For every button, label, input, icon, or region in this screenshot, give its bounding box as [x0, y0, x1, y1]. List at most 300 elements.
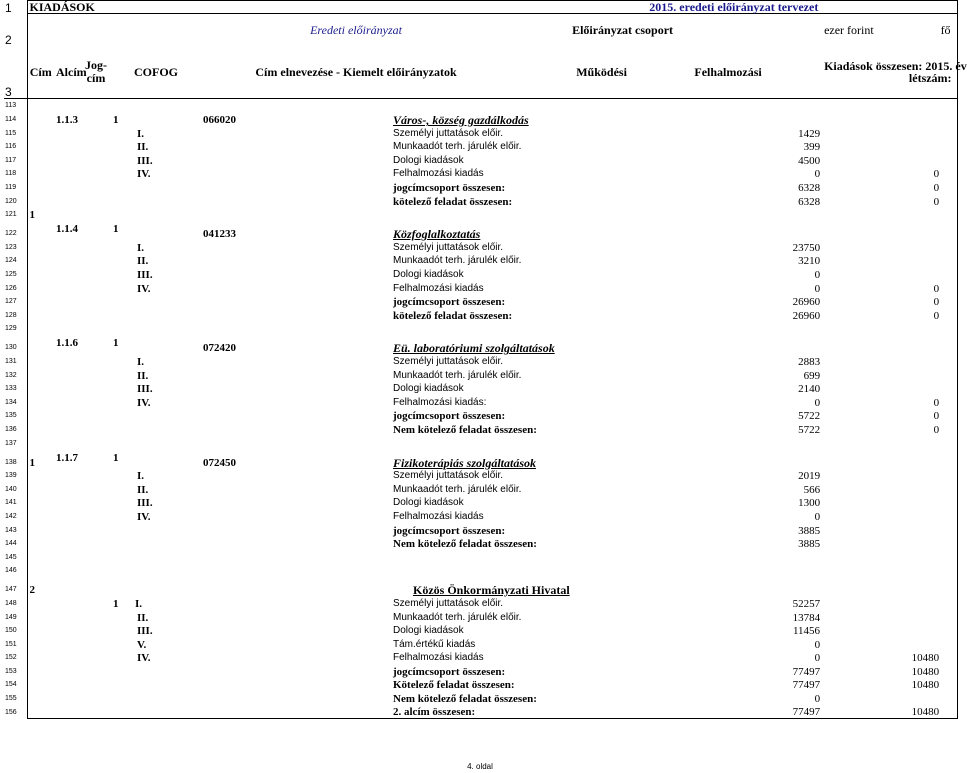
- felhalmozasi-value: [822, 153, 957, 167]
- table-row: [4, 409, 957, 423]
- jogcim-cell: [111, 99, 201, 113]
- title-name: Nem kötelező feladat összesen:: [393, 693, 537, 706]
- mukodesi-value: 2883: [798, 356, 821, 368]
- jogcim-cell: [111, 564, 201, 578]
- cim-cell: [27, 624, 54, 638]
- jogcim-cell: [111, 550, 201, 564]
- column-header-jogcim-1: Jog-: [85, 57, 107, 72]
- alcim-cell: [54, 295, 111, 309]
- title-name: [391, 99, 634, 113]
- title-name: Kötelező feladat összesen:: [393, 679, 515, 692]
- felhalmozasi-value: [822, 523, 957, 537]
- title-name: Tám.értékű kiadás: [393, 638, 476, 650]
- page-footer: 4. oldal: [467, 762, 493, 771]
- cofog-code: [201, 691, 391, 705]
- cim-cell: [27, 254, 54, 268]
- table-row: [4, 295, 957, 309]
- cofog-code: 066020: [203, 114, 236, 127]
- cofog-code: [201, 537, 391, 551]
- row-number: 136: [4, 422, 27, 436]
- title-name: Város-, község gazdálkodás: [393, 113, 529, 128]
- felhalmozasi-value: [822, 140, 957, 154]
- alcim-cell: [54, 537, 111, 551]
- appropriation-code: V.: [137, 638, 147, 651]
- jogcim-cell: 1: [113, 451, 119, 464]
- mukodesi-value: 3885: [798, 524, 821, 537]
- title-name: Felhalmozási kiadás: [393, 168, 484, 180]
- title-name: [391, 550, 634, 564]
- column-header-letszam: létszám:: [908, 70, 952, 85]
- cofog-code: [201, 240, 391, 254]
- mukodesi-value: [634, 564, 822, 578]
- cofog-code: [201, 267, 391, 281]
- alcim-cell: [54, 194, 111, 208]
- column-header-felhalmozasi: Felhalmozási: [634, 46, 822, 99]
- title-name: Személyi juttatások előir.: [393, 597, 504, 609]
- cofog-code: [201, 409, 391, 423]
- appropriation-code: IV.: [137, 652, 151, 665]
- column-header-mukodesi: Működési: [511, 46, 634, 99]
- felhalmozasi-value: 10480: [911, 652, 940, 665]
- table-row: [4, 496, 957, 510]
- cim-cell: [27, 112, 54, 126]
- table-row: [4, 422, 957, 436]
- jogcim-cell: [111, 295, 201, 309]
- cim-cell: [27, 167, 54, 181]
- mukodesi-value: 3885: [798, 538, 821, 551]
- felhalmozasi-value: [822, 496, 957, 510]
- row-number: 130: [4, 335, 27, 354]
- felhalmozasi-value: [822, 637, 957, 651]
- alcim-cell: 1.1.3: [56, 114, 78, 127]
- cofog-code: [201, 99, 391, 113]
- cim-cell: [27, 537, 54, 551]
- felhalmozasi-value: [822, 577, 957, 596]
- sheet-title: KIADÁSOK: [27, 1, 511, 14]
- cim-cell: [27, 240, 54, 254]
- alcim-cell: [54, 664, 111, 678]
- cim-cell: [27, 409, 54, 423]
- cim-cell: 2: [27, 577, 54, 596]
- title-name: Munkaadót terh. járulék előir.: [393, 483, 522, 495]
- row-number: 128: [4, 308, 27, 322]
- row-number: 116: [4, 140, 27, 154]
- jogcim-cell: [111, 322, 201, 336]
- cofog-code: [201, 254, 391, 268]
- column-header-jogcim-2: cím: [86, 70, 106, 85]
- cim-cell: [27, 637, 54, 651]
- cofog-code: [201, 295, 391, 309]
- table-body: [4, 99, 957, 719]
- alcim-cell: [54, 382, 111, 396]
- title-name: Dologi kiadások: [393, 625, 464, 637]
- row-number: 123: [4, 240, 27, 254]
- row-number: 126: [4, 281, 27, 295]
- row-number: 113: [4, 99, 27, 113]
- row-number: 131: [4, 354, 27, 368]
- alcim-cell: [54, 422, 111, 436]
- appropriation-code: I.: [137, 470, 145, 483]
- table-row: [4, 112, 957, 126]
- felhalmozasi-value: [822, 624, 957, 638]
- title-name: Felhalmozási kiadás:: [393, 396, 487, 408]
- cofog-code: [201, 281, 391, 295]
- mukodesi-value: 11456: [792, 625, 821, 638]
- mukodesi-value: 6328: [798, 195, 821, 208]
- cim-cell: [27, 550, 54, 564]
- cofog-code: [201, 422, 391, 436]
- cim-cell: [27, 382, 54, 396]
- cofog-code: [201, 167, 391, 181]
- title-name: Személyi juttatások előir.: [393, 356, 504, 367]
- column-header-name: Cím elnevezése - Kiemelt előirányzatok: [201, 46, 511, 99]
- cofog-code: [201, 395, 391, 409]
- table-row: [4, 537, 957, 551]
- cim-cell: [27, 308, 54, 322]
- table-row: [4, 240, 957, 254]
- jogcim-cell: [111, 664, 201, 678]
- appropriation-code: III.: [137, 269, 153, 282]
- felhalmozasi-value: 10480: [822, 705, 957, 719]
- alcim-cell: [54, 240, 111, 254]
- table-row: [4, 482, 957, 496]
- table-row: [4, 469, 957, 483]
- felhalmozasi-value: 0: [933, 423, 940, 436]
- table-row: [4, 308, 957, 322]
- table-row: [4, 523, 957, 537]
- title-name: [391, 436, 634, 450]
- cim-cell: 1: [27, 450, 54, 469]
- alcim-cell: [54, 550, 111, 564]
- alcim-cell: [54, 651, 111, 665]
- table-row: [4, 382, 957, 396]
- cofog-code: [201, 637, 391, 651]
- cim-cell: [27, 523, 54, 537]
- cofog-code: [201, 596, 391, 610]
- mukodesi-value: 0: [814, 168, 821, 181]
- row-number: 144: [4, 537, 27, 551]
- table-row: [4, 550, 957, 564]
- cim-cell: [27, 469, 54, 483]
- row-number: 121: [4, 208, 27, 222]
- row-number: 141: [4, 496, 27, 510]
- table-row: [4, 691, 957, 705]
- mukodesi-value: 6328: [798, 182, 821, 195]
- row-number: 145: [4, 550, 27, 564]
- row-number: 1: [4, 1, 27, 14]
- appropriation-code: III.: [137, 154, 153, 167]
- cim-cell: [27, 99, 54, 113]
- title-name: Dologi kiadások: [393, 383, 464, 395]
- cim-cell: [27, 368, 54, 382]
- mukodesi-value: [634, 436, 822, 450]
- alcim-cell: [54, 126, 111, 140]
- appropriation-code: IV.: [137, 282, 151, 295]
- row-number: 2: [4, 14, 27, 46]
- title-name: [391, 208, 634, 222]
- table-row: [4, 322, 957, 336]
- row-number: 150: [4, 624, 27, 638]
- alcim-cell: [54, 469, 111, 483]
- title-name: [391, 322, 634, 336]
- felhalmozasi-value: [822, 240, 957, 254]
- cim-cell: [27, 267, 54, 281]
- table-row: [4, 194, 957, 208]
- jogcim-cell: 1: [113, 337, 119, 350]
- table-row: [4, 254, 957, 268]
- cim-cell: [27, 140, 54, 154]
- mukodesi-value: 0: [814, 638, 821, 651]
- jogcim-cell: [111, 409, 201, 423]
- alcim-cell: [54, 322, 111, 336]
- row-number: 147: [4, 577, 27, 596]
- cofog-code: [201, 126, 391, 140]
- felhalmozasi-value: [822, 368, 957, 382]
- title-name: [391, 564, 634, 578]
- table-row: [4, 610, 957, 624]
- cim-cell: [27, 691, 54, 705]
- felhalmozasi-value: [822, 482, 957, 496]
- felhalmozasi-value: [822, 596, 957, 610]
- mukodesi-value: 26960: [792, 309, 821, 322]
- cofog-code: [201, 140, 391, 154]
- row-number: 132: [4, 368, 27, 382]
- cofog-code: [201, 705, 391, 719]
- row-number: 135: [4, 409, 27, 423]
- mukodesi-value: 23750: [792, 241, 821, 254]
- jogcim-cell: [111, 422, 201, 436]
- cim-cell: [27, 335, 54, 354]
- jogcim-cell: [111, 678, 201, 692]
- cofog-code: [201, 550, 391, 564]
- title-name: kötelező feladat összesen:: [393, 309, 513, 322]
- mukodesi-value: 77497: [792, 665, 821, 678]
- mukodesi-value: 1300: [798, 497, 821, 510]
- jogcim-cell: 1: [113, 223, 119, 236]
- row-number: 154: [4, 678, 27, 692]
- cim-cell: [27, 436, 54, 450]
- felhalmozasi-value: 0: [933, 396, 940, 409]
- jogcim-cell: [111, 436, 201, 450]
- row-number: 142: [4, 509, 27, 523]
- title-name: jogcímcsoport összesen:: [393, 296, 506, 309]
- cim-cell: [27, 194, 54, 208]
- title-name: Személyi juttatások előir.: [393, 241, 504, 253]
- mukodesi-value: 0: [814, 282, 821, 295]
- felhalmozasi-value: 0: [933, 168, 940, 181]
- jogcim-cell: [111, 691, 201, 705]
- cofog-code: [201, 624, 391, 638]
- row-number: 124: [4, 254, 27, 268]
- mukodesi-value: [634, 99, 822, 113]
- row-number: 114: [4, 112, 27, 126]
- mukodesi-value: 52257: [792, 597, 821, 610]
- cim-cell: [27, 509, 54, 523]
- title-name: Munkaadót terh. járulék előir.: [393, 255, 522, 267]
- row-number: 3: [4, 46, 27, 99]
- felhalmozasi-value: [822, 267, 957, 281]
- title-name: Közfoglalkoztatás: [393, 227, 481, 242]
- row-number: 129: [4, 322, 27, 336]
- felhalmozasi-value: 0: [933, 410, 940, 423]
- cofog-code: 072450: [203, 456, 236, 469]
- cim-cell: [27, 126, 54, 140]
- table-row: [4, 153, 957, 167]
- felhalmozasi-value: [822, 610, 957, 624]
- unit-label: ezer forint: [824, 22, 874, 37]
- title-name: jogcímcsoport összesen:: [393, 182, 506, 195]
- jogcim-cell: [111, 537, 201, 551]
- column-header-cofog: COFOG: [111, 46, 201, 99]
- table-row: [4, 651, 957, 665]
- alcim-cell: [54, 254, 111, 268]
- cim-cell: [27, 153, 54, 167]
- row-number: 138: [4, 450, 27, 469]
- alcim-cell: [54, 610, 111, 624]
- mukodesi-value: 13784: [792, 611, 821, 624]
- title-name: Dologi kiadások: [393, 497, 464, 509]
- mukodesi-value: 4500: [798, 154, 821, 167]
- felhalmozasi-value: [822, 221, 957, 240]
- appropriation-code: II.: [137, 369, 149, 382]
- table-row: [4, 395, 957, 409]
- appropriation-code: III.: [137, 625, 153, 638]
- table-row: [4, 180, 957, 194]
- felhalmozasi-value: 0: [933, 296, 940, 309]
- cofog-code: [201, 482, 391, 496]
- cim-cell: [27, 596, 54, 610]
- title-name: kötelező feladat összesen:: [393, 195, 513, 208]
- jogcim-number: 1: [113, 597, 119, 610]
- title-name: Fizikoterápiás szolgáltatások: [393, 455, 537, 470]
- cofog-code: [201, 180, 391, 194]
- table-row: [4, 664, 957, 678]
- table-row: [4, 368, 957, 382]
- alcim-cell: [54, 564, 111, 578]
- table-row: [4, 436, 957, 450]
- mukodesi-value: 1429: [798, 127, 821, 140]
- row-number: 120: [4, 194, 27, 208]
- row-number: 143: [4, 523, 27, 537]
- cofog-code: [201, 153, 391, 167]
- title-name: Dologi kiadások: [393, 269, 464, 281]
- row-number: 153: [4, 664, 27, 678]
- cim-cell: [27, 482, 54, 496]
- mukodesi-value: 699: [803, 369, 821, 382]
- jogcim-cell: [111, 308, 201, 322]
- appropriation-code: II.: [137, 611, 149, 624]
- title-name: Eü. laboratóriumi szolgáltatások: [393, 341, 555, 356]
- alcim-cell: [54, 705, 111, 719]
- cim-cell: [27, 705, 54, 719]
- felhalmozasi-value: [822, 126, 957, 140]
- title-name: Munkaadót terh. járulék előir.: [393, 369, 522, 381]
- appropriation-code: I.: [137, 127, 145, 140]
- appropriation-code: IV.: [137, 396, 151, 409]
- cofog-code: [201, 577, 391, 596]
- row-number: 134: [4, 395, 27, 409]
- alcim-cell: [54, 523, 111, 537]
- alcim-cell: [54, 308, 111, 322]
- mukodesi-value: [634, 577, 822, 596]
- alcim-cell: [54, 624, 111, 638]
- expenditure-table: [4, 0, 967, 719]
- alcim-cell: [54, 140, 111, 154]
- cofog-code: [201, 308, 391, 322]
- mukodesi-value: 2019: [798, 470, 821, 483]
- cim-cell: [27, 664, 54, 678]
- appropriation-code: IV.: [137, 168, 151, 181]
- alcim-cell: [54, 678, 111, 692]
- column-header-cim: Cím: [27, 46, 54, 99]
- table-row: [4, 335, 957, 354]
- cim-cell: [27, 651, 54, 665]
- cofog-code: 072420: [203, 342, 236, 355]
- cim-cell: [27, 496, 54, 510]
- cofog-code: [201, 564, 391, 578]
- row-number: 118: [4, 167, 27, 181]
- table-row: [4, 354, 957, 368]
- plan-title: 2015. eredeti előirányzat tervezet: [511, 1, 957, 14]
- mukodesi-value: [634, 221, 822, 240]
- row-number: 152: [4, 651, 27, 665]
- cofog-code: [201, 354, 391, 368]
- row-number: 149: [4, 610, 27, 624]
- title-name: jogcímcsoport összesen:: [393, 524, 506, 537]
- table-row: [4, 577, 957, 596]
- mukodesi-value: 399: [803, 141, 821, 154]
- title-name: Felhalmozási kiadás: [393, 282, 484, 294]
- felhalmozasi-value: [822, 509, 957, 523]
- alcim-cell: [54, 267, 111, 281]
- felhalmozasi-value: [822, 537, 957, 551]
- jogcim-cell: [111, 523, 201, 537]
- table-row: [4, 564, 957, 578]
- appropriation-code: I.: [137, 356, 145, 368]
- table-row: [4, 167, 957, 181]
- cofog-code: [201, 382, 391, 396]
- row-number: 125: [4, 267, 27, 281]
- felhalmozasi-value: [822, 335, 957, 354]
- alcim-cell: [54, 496, 111, 510]
- felhalmozasi-value: [822, 564, 957, 578]
- felhalmozasi-value: [822, 469, 957, 483]
- title-name: Közös Önkormányzati Hivatal: [413, 583, 570, 598]
- table-row: [4, 624, 957, 638]
- cim-cell: [27, 354, 54, 368]
- alcim-cell: [54, 180, 111, 194]
- mukodesi-value: 77497: [634, 705, 822, 719]
- mukodesi-value: 5722: [798, 423, 821, 436]
- table-row: [4, 281, 957, 295]
- mukodesi-value: 566: [803, 483, 821, 496]
- alcim-cell: [54, 99, 111, 113]
- table-row: [4, 450, 957, 469]
- alcim-cell: 1.1.6: [56, 337, 78, 350]
- row-number: 156: [4, 705, 27, 719]
- felhalmozasi-value: [822, 254, 957, 268]
- felhalmozasi-value: [822, 691, 957, 705]
- cofog-code: [201, 678, 391, 692]
- mukodesi-value: 2140: [798, 383, 821, 396]
- alcim-cell: [54, 208, 111, 222]
- cofog-code: [201, 368, 391, 382]
- row-number: 115: [4, 126, 27, 140]
- mukodesi-value: [634, 112, 822, 126]
- title-name: jogcímcsoport összesen:: [393, 665, 506, 678]
- alcim-cell: [54, 596, 111, 610]
- title-name: Munkaadót terh. járulék előir.: [393, 141, 522, 153]
